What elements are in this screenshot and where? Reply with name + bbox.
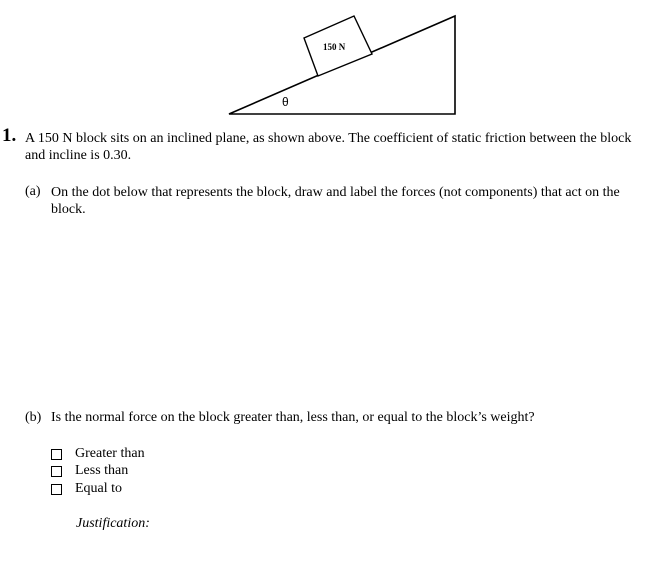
option-label: Greater than bbox=[75, 446, 145, 461]
angle-label: θ bbox=[282, 95, 289, 109]
question-stem: A 150 N block sits on an inclined plane, as shown above. The coefficient of static friction between the block and incline is 0.30. bbox=[25, 131, 632, 163]
part-a-label: (a) bbox=[25, 184, 41, 199]
checkbox[interactable] bbox=[51, 449, 62, 460]
checkbox[interactable] bbox=[51, 484, 62, 495]
justification-label: Justification: bbox=[76, 516, 150, 531]
incline-figure bbox=[0, 0, 660, 125]
option-label: Less than bbox=[75, 463, 129, 478]
part-b-label: (b) bbox=[25, 410, 42, 425]
option-less-than[interactable] bbox=[51, 463, 128, 479]
part-a-text: On the dot below that represents the block, draw and label the forces (not components) that act on the block. bbox=[51, 185, 620, 217]
option-greater-than[interactable] bbox=[51, 446, 145, 462]
checkbox[interactable] bbox=[51, 466, 62, 477]
block-label: 150 N bbox=[323, 42, 346, 52]
option-equal-to[interactable] bbox=[51, 481, 122, 497]
option-label: Equal to bbox=[75, 481, 123, 496]
part-b-text: Is the normal force on the block greater than, less than, or equal to the block’s weight? bbox=[51, 410, 535, 425]
question-number: 1. bbox=[2, 125, 17, 146]
